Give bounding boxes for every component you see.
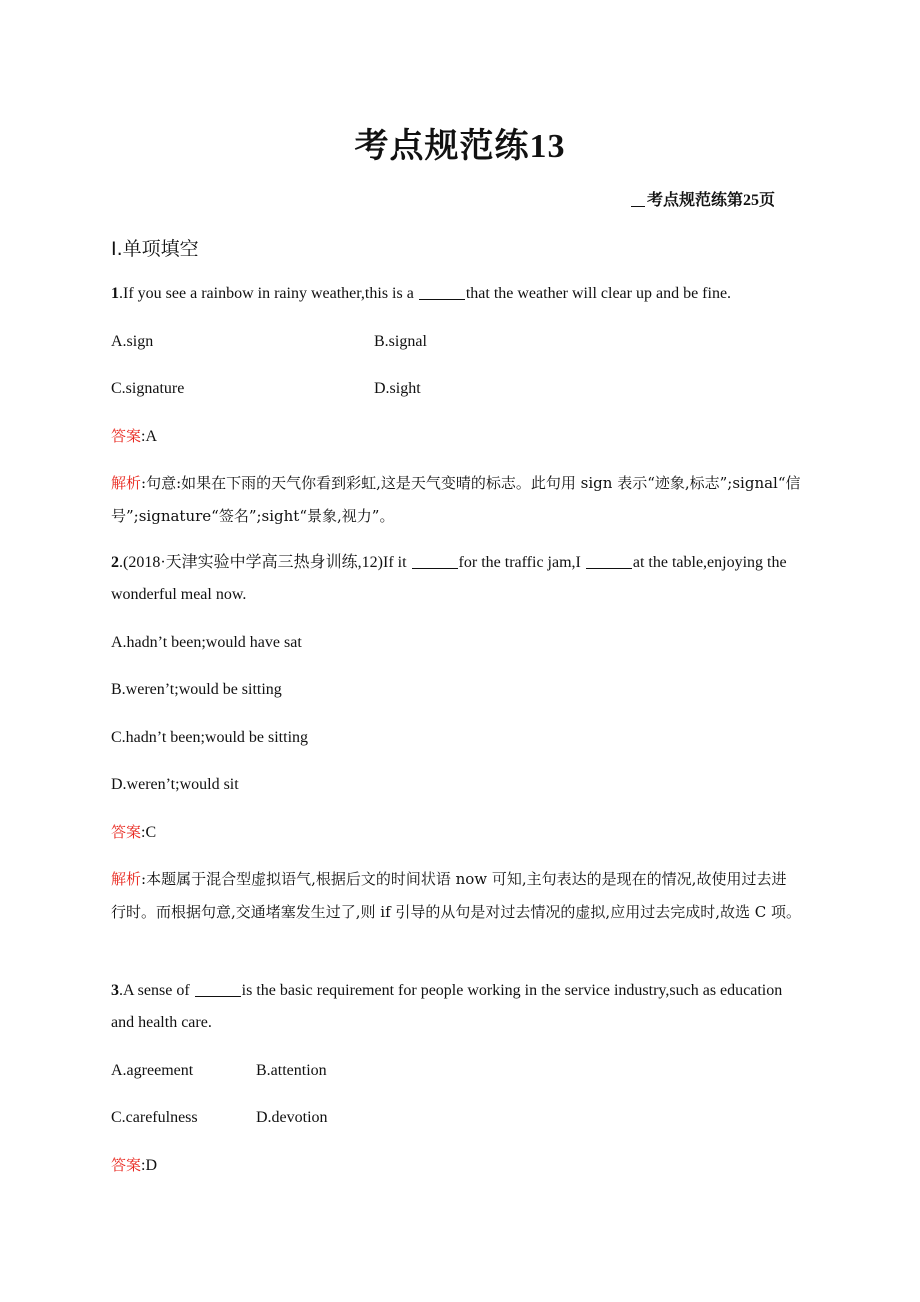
question-text: that the weather will clear up and be fine. — [465, 285, 732, 302]
answer-1 — [111, 420, 157, 453]
page-reference-text: 考点规范练第25页 — [646, 192, 775, 209]
section-heading: Ⅰ.单项填空 — [111, 238, 199, 260]
analysis-label: 解析 — [111, 474, 142, 492]
question-text: for the traffic jam,I — [458, 554, 585, 571]
option-c: C.hadn’t been;would be sitting — [111, 729, 309, 746]
question-text: is the basic requirement for people working in the service industry,such as education and health care. — [111, 982, 783, 1031]
option-a: A.hadn’t been;would have sat — [111, 634, 302, 651]
ref-underline — [631, 206, 645, 207]
question-number: 2 — [111, 554, 119, 571]
question-text: at the table,enjoying the wonderful meal now. — [111, 554, 787, 603]
answer-2 — [111, 816, 156, 849]
question-number: 1 — [111, 285, 119, 302]
answer-value: :D — [141, 1157, 158, 1174]
analysis-text: :本题属于混合型虚拟语气,根据后文的时间状语 now 可知,主句表达的是现在的情况,故使用过去进行时。而根据句意,交通堵塞发生过了,则 if 引导的从句是对过去情况的虚拟,应用过去完成时,故选 C 项。 — [111, 870, 801, 921]
page-reference — [631, 187, 775, 210]
answer-label: 答案 — [111, 427, 142, 445]
option-b: B.weren’t;would be sitting — [111, 681, 282, 698]
question-3 — [111, 975, 801, 1039]
option-c: C.carefulness — [111, 1109, 198, 1126]
question-text: .If you see a rainbow in rainy weather,this is a — [119, 285, 418, 302]
answer-blank — [412, 568, 458, 569]
analysis-2 — [111, 863, 801, 929]
option-b: B.signal — [374, 333, 427, 350]
option-a: A.agreement — [111, 1062, 194, 1079]
option-a: A.sign — [111, 333, 154, 350]
answer-blank — [419, 299, 465, 300]
question-text: .(2018·天津实验中学高三热身训练,12)If it — [119, 554, 411, 571]
question-number: 3 — [111, 982, 119, 999]
answer-value: :C — [141, 824, 157, 841]
answer-blank — [195, 996, 241, 997]
analysis-label: 解析 — [111, 870, 142, 888]
question-2 — [111, 547, 801, 611]
analysis-1 — [111, 467, 801, 533]
answer-blank — [586, 568, 632, 569]
question-text: .A sense of — [119, 982, 194, 999]
option-b: B.attention — [256, 1062, 327, 1079]
question-1 — [111, 278, 731, 310]
page-title: 考点规范练13 — [354, 128, 566, 165]
option-d: D.devotion — [256, 1109, 328, 1126]
analysis-text: :句意:如果在下雨的天气你看到彩虹,这是天气变晴的标志。此句用 sign 表示“迹象,标志”;signal“信号”;signature“签名”;sight“景象,视力”。 — [111, 474, 801, 525]
answer-label: 答案 — [111, 1156, 142, 1174]
answer-value: :A — [141, 428, 158, 445]
option-c: C.signature — [111, 380, 185, 397]
option-d: D.weren’t;would sit — [111, 776, 239, 793]
option-d: D.sight — [374, 380, 421, 397]
answer-3 — [111, 1149, 157, 1182]
answer-label: 答案 — [111, 823, 142, 841]
